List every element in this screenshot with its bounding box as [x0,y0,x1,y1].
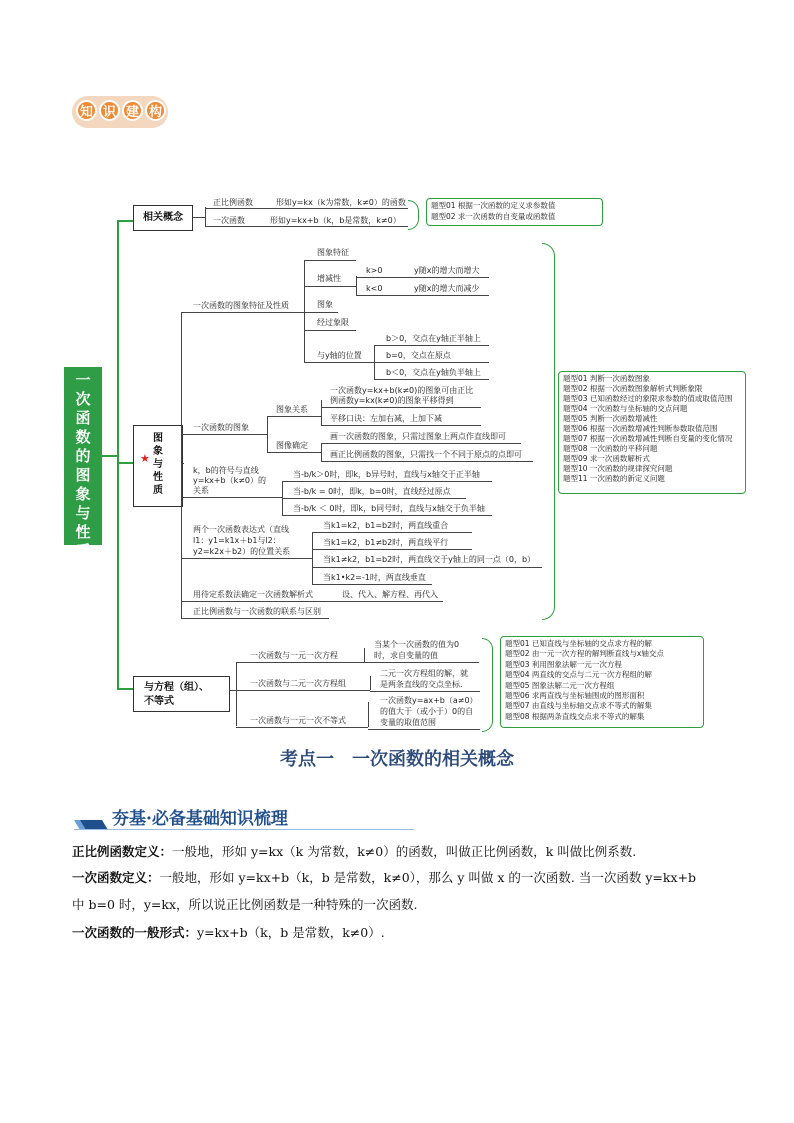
underline [370,691,480,692]
connector [356,276,357,296]
branch-label: 不等式 [144,696,174,707]
type-item: 题型02 由一元一次方程的解判断直线与x轴交点 [505,649,664,659]
root-char: 一 [75,371,91,389]
paragraph [72,864,732,892]
star-icon: ★ [140,452,150,465]
underline [356,277,489,278]
b-pos: b＞0，交点在y轴正半轴上 [386,334,481,343]
relation-desc: 当某个一次函数的值为0 [374,640,460,649]
section-banner [74,806,414,830]
type-item: 题型01 已知直线与坐标轴的交点求方程的解 [505,639,652,648]
type-item: 题型05 图象法解二元一次方程组 [505,680,615,690]
branch-equations [133,676,230,712]
relation-desc: 是两条直线的交点坐标. [380,680,463,689]
underline [364,662,479,663]
type-item: 题型04 一次函数与坐标轴的交点问题 [563,404,688,413]
branch-label: 质 [153,485,163,496]
g4-case: 当k1=k2，b1≠b2时，两直线平行 [323,538,449,547]
term-label: 一次函数的一般形式： [72,925,198,940]
root-char: 质 [75,542,91,560]
type-item: 题型02 求一次函数的自变量或函数值 [431,211,556,221]
connector [117,462,133,464]
concept-desc: 形如y=kx（k为常数，k≠0）的函数 [276,198,406,207]
g4-case: 当k1≠k2，b1=b2时，两直线交于y轴上的同一点（0，b） [323,555,536,564]
g3-label: y=kx+b（k≠0）的 [193,476,267,485]
underline [205,226,408,227]
branch-label: 性 [153,472,163,483]
type-item: 题型06 求两直线与坐标轴围成的图形面积 [505,691,645,701]
underline [304,312,338,313]
root-char: 象 [75,485,91,503]
connector [193,217,205,218]
underline [321,443,521,444]
root-char: 与 [75,504,91,522]
g2-determine: 图像确定 [276,441,308,450]
underline [368,729,480,730]
relation-desc: 时，求自变量的值 [374,651,438,660]
badge-char: 构 [145,100,166,121]
concept-name: 一次函数 [213,216,245,225]
underline [236,662,364,663]
term-label: 一次函数定义： [72,870,160,885]
badge-char: 知 [76,100,97,121]
k-neg: k<0 [366,284,383,293]
connector [304,260,305,362]
underline [312,584,432,585]
underline [304,362,374,363]
section-title: 考点一 一次函数的相关概念 [280,749,514,770]
shift-rule: 平移口诀：左加右减，上加下减 [330,414,442,423]
g3-case: 当-b/k＞0时，即k，b异号时，直线与x轴交于正半轴 [293,470,480,479]
relation-name: 一次函数与一元一次不等式 [250,716,346,725]
type-item: 题型06 根据一次函数增减性判断参数取值范围 [563,424,718,433]
underline [282,498,466,499]
paragraph [72,919,732,947]
det-rule: 画一次函数的图象，只需过图象上两点作直线即可 [330,432,506,441]
underline [267,416,321,417]
type-item: 题型10 一次函数的规律探究问题 [563,464,673,473]
g4-case: 当k1=k2，b1=b2时，两直线重合 [323,521,449,530]
underline [374,345,489,346]
badge-char: 识 [99,100,120,121]
root-char: 的 [75,447,91,465]
type-item: 题型07 根据一次函数增减性判断自变量的变化情况 [563,434,733,443]
type-item: 题型07 由直线与坐标轴交点求不等式的解集 [505,701,652,711]
g1-y-axis: 与y轴的位置 [317,351,362,360]
underline [282,481,492,482]
banner-title: 夯基·必备基础知识梳理 [112,809,288,829]
root-char: 图 [75,466,91,484]
brace [542,243,555,620]
connector [321,443,322,461]
underline [321,407,481,408]
relation-name: 一次函数与一元一次方程 [250,651,338,660]
term-label: 正比例函数定义： [72,844,173,859]
mindmap-root [64,367,102,560]
g3-case: 当-b/k ＜ 0时，即k，b同号时，直线与x轴交于负半轴 [293,504,485,513]
type-item: 题型08 一次函数的平移问题 [563,444,658,453]
branch2-spine [181,312,182,618]
root-label [64,371,102,561]
trunk-line [117,220,119,689]
branch-label: 相关概念 [143,212,183,223]
type-item: 题型01 根据一次函数的定义求参数值 [431,201,556,210]
connector [368,702,369,727]
g1-monotonic: 增减性 [317,274,341,283]
badge-char: 建 [122,100,143,121]
underline [181,618,329,619]
type-item: 题型03 已知函数经过的象限求参数的值或取值范围 [563,394,733,403]
type-item: 题型02 根据一次函数图象解析式判断象限 [563,384,703,393]
underline [304,286,356,287]
branch-label: 图 [153,433,163,444]
underline [312,549,472,550]
g3-label: 关系 [193,486,209,495]
g1-image: 图象 [317,300,333,309]
underline [267,452,321,453]
types-box-3 [500,636,704,728]
underline [304,330,356,331]
type-item: 题型08 根据两条直线交点求不等式的解集 [505,711,645,721]
underline [304,260,356,261]
concept-name: 正比例函数 [213,198,253,207]
g4-label: 两个一次函数表达式（直线 [193,525,289,534]
connector [267,416,268,452]
connector [102,455,118,457]
relation-desc: 的值大于（或小于）0的自 [380,707,474,716]
term-text: 一般地，形如 y=kx（k 为常数，k≠0）的函数，叫做正比例函数，k 叫做比例系数. [172,844,637,859]
type-item: 题型01 判断一次函数图象 [563,374,650,383]
g5-label: 用待定系数法确定一次函数解析式 [193,590,313,599]
underline [374,362,489,363]
root-char: 数 [75,428,91,446]
k-neg-desc: y随x的增大而减少 [414,284,480,293]
g4-label: y2=k2x＋b2）的位置关系 [193,547,291,556]
connector [117,688,133,690]
g2-relation: 图象关系 [276,405,308,414]
branch-label: 与方程（组）、 [144,682,209,693]
underline [321,425,481,426]
underline [312,567,542,568]
relation-desc: 例函数y=kx(k≠0)的图象平移得到 [330,396,454,405]
connector [312,532,313,584]
type-item: 题型03 利用图象法解一元一次方程 [505,659,622,669]
branch-related-concepts [133,205,193,231]
underline [181,434,267,435]
underline [181,558,312,559]
g6-label: 正比例函数与一次函数的联系与区别 [193,607,321,616]
root-char: 次 [75,390,91,408]
k-pos-desc: y随x的增大而增大 [414,266,480,275]
relation-name: 一次函数与二元一次方程组 [250,679,346,688]
type-item: 题型09 求一次函数解析式 [563,454,650,463]
term-text: 一般地，形如 y=kx+b（k，b 是常数，k≠0），那么 y 叫做 x 的一次函数. 当一次函数 y=kx+b [159,870,696,885]
connector [183,463,184,464]
underline [181,497,282,498]
b-zero: b=0，交点在原点 [386,351,451,360]
brace [482,638,493,732]
connector [321,400,322,426]
underline [205,208,408,209]
paragraph [72,838,732,866]
type-item: 题型05 判断一次函数增减性 [563,414,658,423]
g3-case: 当-b/k = 0时，即k，b=0时，直线经过原点 [293,487,451,496]
connector [370,676,371,690]
underline [282,515,492,516]
g3-label: k，b的符号与直线 [193,466,259,475]
concept-desc: 形如y=kx+b（k，b是常数，k≠0） [270,216,401,225]
root-char: 函 [75,409,91,427]
g4-label: l1：y1=k1x＋b1与l2： [193,536,281,545]
connector [364,648,365,662]
type-item: 题型11 一次函数的新定义问题 [563,474,665,483]
relation-desc: 变量的取值范围 [380,718,436,727]
paragraph [72,891,732,919]
connector [117,220,133,222]
underline [236,727,368,728]
b-neg: b＜0，交点在y轴负半轴上 [386,368,481,377]
types-box-2 [558,371,746,494]
connector [205,207,206,227]
relation-desc: 二元一次方程组的解，就 [380,669,468,678]
underline [356,295,489,296]
branch-label: 象 [153,446,163,457]
branch-label: 与 [153,459,163,470]
underline [321,461,533,462]
underline [312,532,472,533]
g1-quadrant: 经过象限 [317,318,349,327]
type-item: 题型04 两直线的交点与二元一次方程组的解 [505,670,652,680]
brace [408,200,419,230]
branch-graph-properties [133,425,183,507]
k-pos: k>0 [366,266,383,275]
term-text: y=kx+b（k，b 是常数，k≠0）. [197,925,385,940]
underline [374,379,489,380]
connector [236,662,237,726]
det-rule: 画正比例函数的图象，只需找一个不同于原点的点即可 [330,450,522,459]
relation-desc: 一次函数y=kx+b(k≠0)的图象可由正比 [330,386,474,395]
term-text: 中 b=0 时，y=kx，所以说正比例函数是一种特殊的一次函数. [72,897,418,912]
underline [236,690,370,691]
underline [181,601,443,602]
g2-label: 一次函数的图象 [193,423,249,432]
g5-desc: 设、代入、解方程、再代入 [342,590,438,599]
section-badge [72,96,168,128]
g1-graph-feature: 图象特征 [317,248,349,257]
g1-label: 一次函数的图象特征及性质 [193,301,289,310]
g4-case: 当k1•k2=-1时，两直线垂直 [323,573,426,582]
relation-desc: 一次函数y=ax+b（a≠0） [380,696,478,705]
types-box-1 [426,198,603,226]
root-char: 性 [75,523,91,541]
underline [181,312,304,313]
